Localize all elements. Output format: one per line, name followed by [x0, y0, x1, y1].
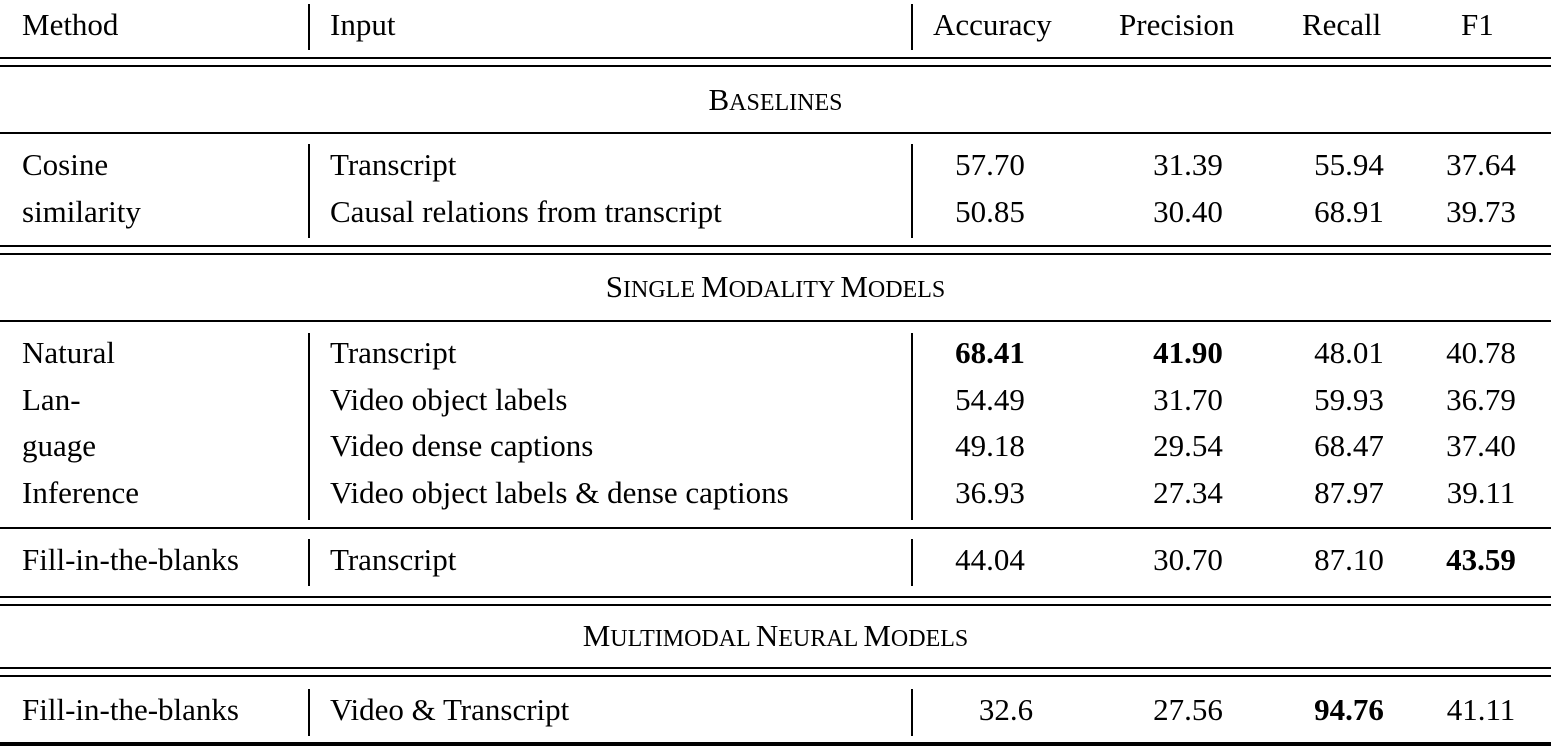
- input-cell: Video dense captions: [330, 428, 594, 463]
- recall-cell: 68.91: [1314, 194, 1384, 229]
- mm-divider-right: [911, 689, 913, 736]
- baselines-divider-right: [911, 144, 913, 238]
- method-label: Lan-: [22, 382, 81, 417]
- baselines-rule: [0, 132, 1551, 134]
- table-bottom-rule: [0, 742, 1551, 746]
- method-label: Fill-in-the-blanks: [22, 692, 239, 727]
- f1-cell: 41.11: [1446, 692, 1516, 727]
- recall-cell: 48.01: [1314, 335, 1384, 370]
- accuracy-cell: 36.93: [955, 475, 1025, 510]
- precision-cell-best: 41.90: [1153, 335, 1223, 370]
- input-cell: Transcript: [330, 147, 457, 182]
- accuracy-cell: 54.49: [955, 382, 1025, 417]
- single-end-double-rule-bottom: [0, 604, 1551, 606]
- multimodal-double-rule-top: [0, 667, 1551, 669]
- recall-cell: 87.10: [1314, 542, 1384, 577]
- recall-cell: 59.93: [1314, 382, 1384, 417]
- recall-cell-best: 94.76: [1314, 692, 1384, 727]
- header-divider-left: [308, 4, 310, 50]
- f1-cell: 39.11: [1446, 475, 1516, 510]
- accuracy-cell: 32.6: [978, 692, 1034, 727]
- method-label: Inference: [22, 475, 140, 510]
- accuracy-cell: 57.70: [955, 147, 1025, 182]
- recall-cell: 68.47: [1314, 428, 1384, 463]
- input-cell: Causal relations from transcript: [330, 194, 722, 229]
- f1-cell: 37.40: [1446, 428, 1516, 463]
- header-f1: F1: [1461, 7, 1494, 42]
- input-cell: Video & Transcript: [330, 692, 570, 727]
- header-precision: Precision: [1119, 7, 1235, 42]
- single-modality-rule: [0, 320, 1551, 322]
- baselines-divider-left: [308, 144, 310, 238]
- single-end-double-rule-top: [0, 596, 1551, 598]
- fitb-divider-left: [308, 539, 310, 586]
- method-label: guage: [22, 428, 97, 463]
- section-title-multimodal: MULTIMODAL NEURAL MODELS: [582, 618, 969, 653]
- method-label: Fill-in-the-blanks: [22, 542, 239, 577]
- f1-cell-best: 43.59: [1446, 542, 1516, 577]
- precision-cell: 31.39: [1153, 147, 1223, 182]
- method-label: Cosine: [22, 147, 109, 182]
- f1-cell: 39.73: [1446, 194, 1516, 229]
- input-cell: Transcript: [330, 542, 457, 577]
- header-double-rule-top: [0, 57, 1551, 59]
- f1-cell: 40.78: [1446, 335, 1516, 370]
- precision-cell: 29.54: [1153, 428, 1223, 463]
- header-divider-right: [911, 4, 913, 50]
- precision-cell: 27.56: [1153, 692, 1223, 727]
- header-accuracy: Accuracy: [933, 7, 1052, 42]
- input-cell: Video object labels: [330, 382, 568, 417]
- header-recall: Recall: [1302, 7, 1382, 42]
- accuracy-cell-best: 68.41: [955, 335, 1025, 370]
- nli-divider-right: [911, 333, 913, 520]
- header-input: Input: [330, 7, 396, 42]
- mm-divider-left: [308, 689, 310, 736]
- precision-cell: 27.34: [1153, 475, 1223, 510]
- accuracy-cell: 44.04: [955, 542, 1025, 577]
- header-method: Method: [22, 7, 119, 42]
- f1-cell: 36.79: [1446, 382, 1516, 417]
- recall-cell: 55.94: [1314, 147, 1384, 182]
- recall-cell: 87.97: [1314, 475, 1384, 510]
- precision-cell: 30.70: [1153, 542, 1223, 577]
- baselines-end-double-rule-top: [0, 245, 1551, 247]
- precision-cell: 30.40: [1153, 194, 1223, 229]
- nli-end-rule: [0, 527, 1551, 529]
- baselines-end-double-rule-bottom: [0, 253, 1551, 255]
- accuracy-cell: 50.85: [955, 194, 1025, 229]
- accuracy-cell: 49.18: [955, 428, 1025, 463]
- method-label: similarity: [22, 194, 141, 229]
- input-cell: Video object labels & dense captions: [330, 475, 789, 510]
- fitb-divider-right: [911, 539, 913, 586]
- header-double-rule-bottom: [0, 65, 1551, 67]
- section-title-baselines: BASELINES: [708, 82, 843, 117]
- nli-divider-left: [308, 333, 310, 520]
- section-title-single-modality: SINGLE MODALITY MODELS: [605, 269, 946, 304]
- multimodal-double-rule-bottom: [0, 675, 1551, 677]
- input-cell: Transcript: [330, 335, 457, 370]
- precision-cell: 31.70: [1153, 382, 1223, 417]
- f1-cell: 37.64: [1446, 147, 1516, 182]
- method-label: Natural: [22, 335, 115, 370]
